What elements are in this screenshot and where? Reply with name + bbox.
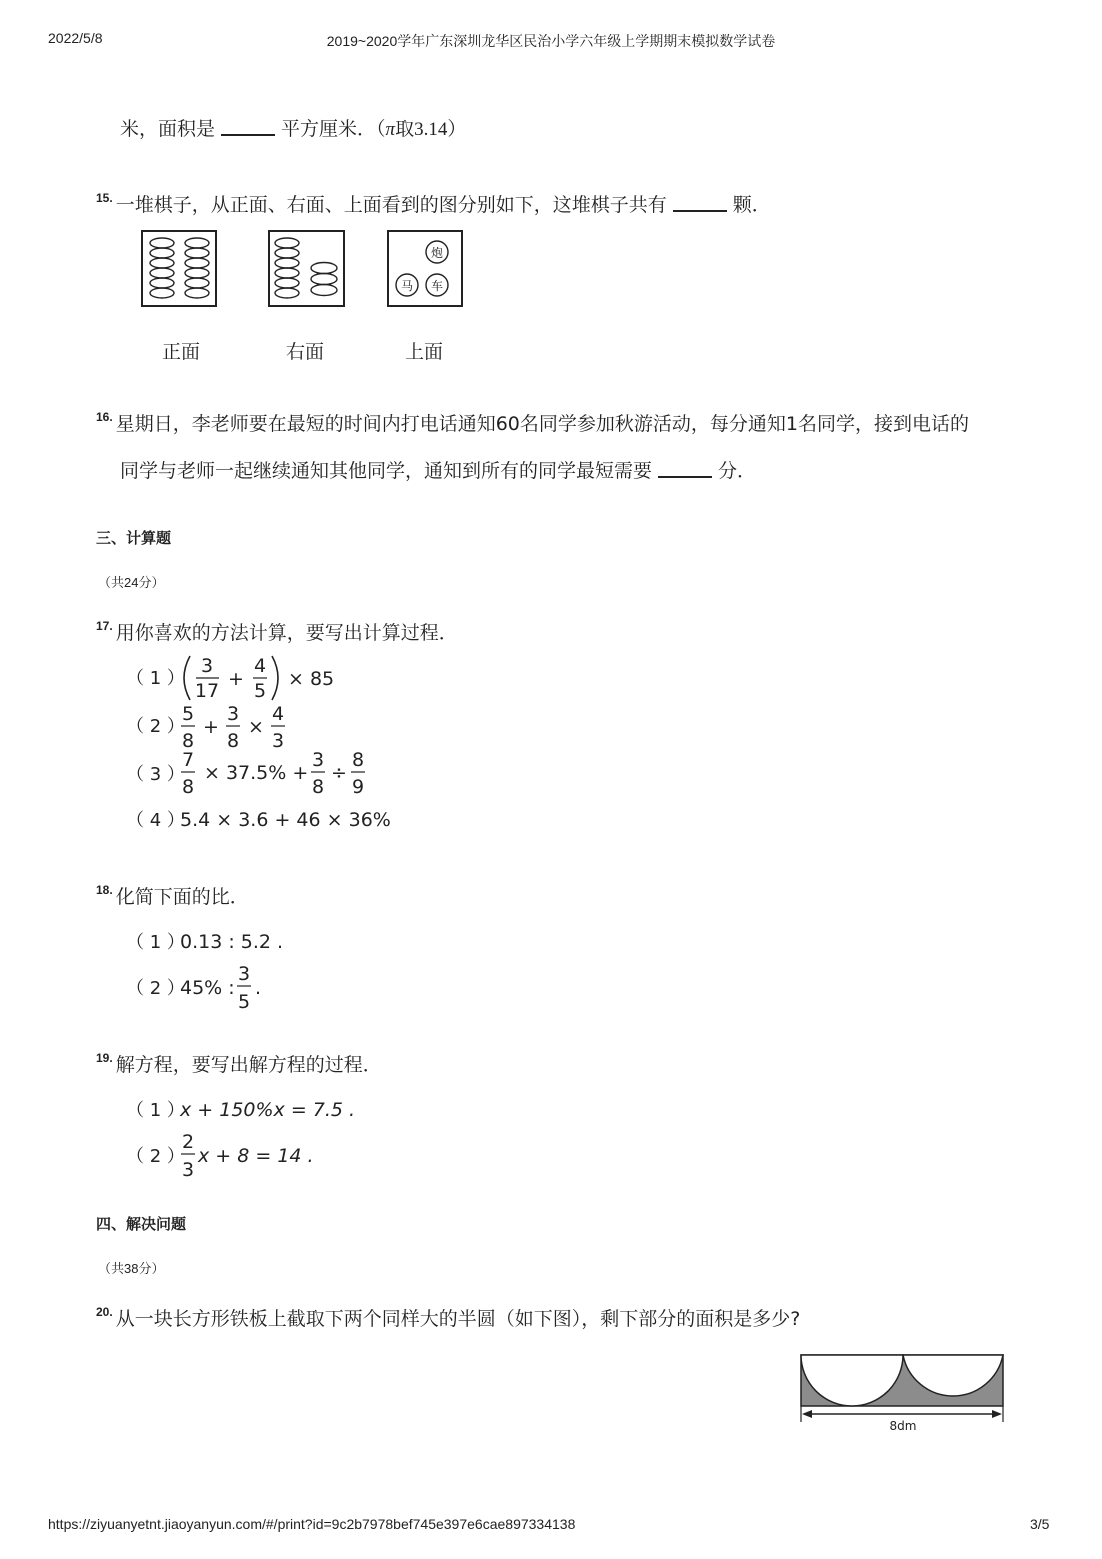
caption-front: 正面	[162, 341, 201, 363]
page-header-title: 2019~2020学年广东深圳龙华区民治小学六年级上学期期末模拟数学试卷	[326, 33, 776, 49]
section-score: （共38分）	[98, 1261, 165, 1276]
q14-text-1: 米，面积是	[120, 118, 216, 140]
right-paren	[272, 656, 278, 700]
section-title: 三、计算题	[96, 530, 172, 547]
denominator: 8	[181, 776, 195, 798]
section-title: 四、解决问题	[96, 1216, 187, 1233]
question-text: 化简下面的比．	[115, 886, 249, 908]
denominator: 3	[181, 1159, 195, 1181]
question-20	[96, 1306, 800, 1334]
question-16-line2	[120, 458, 756, 484]
expr-label: （ 2 ）	[126, 978, 185, 999]
numerator: 3	[226, 703, 240, 725]
arrow-left-icon	[802, 1410, 812, 1418]
question-text: 同学与老师一起继续通知其他同学，通知到所有的同学最短需要	[120, 460, 653, 482]
chess-views-figure	[140, 229, 470, 309]
operator: +	[228, 668, 244, 690]
piece-che: 车	[430, 279, 444, 293]
expr-label: （ 3 ）	[126, 764, 185, 785]
question-number: 15.	[96, 191, 113, 205]
expr-label: （ 1 ）	[126, 932, 185, 953]
q18-expressions	[120, 920, 340, 1020]
question-text: 星期日，李老师要在最短的时间内打电话通知60名同学参加秋游活动，每分通知1名同学，接到电话的	[115, 413, 969, 435]
footer-url[interactable]: https://ziyuanyetnt.jiaoyanyun.com/#/print?id=9c2b7978bef745e397e6cae897334138	[48, 1516, 576, 1532]
print-date: 2022/5/8	[48, 30, 103, 46]
piece-pao: 炮	[430, 246, 444, 260]
question-text: 用你喜欢的方法计算，要写出计算过程．	[115, 622, 458, 644]
piece-ma: 马	[400, 279, 414, 293]
semicircle-figure	[798, 1352, 1008, 1434]
question-number: 18.	[96, 883, 113, 897]
numerator: 7	[181, 749, 195, 771]
expr-4: 5.4 × 3.6 + 46 × 36%	[180, 809, 391, 831]
caption-right: 右面	[286, 341, 325, 363]
denominator: 5	[237, 991, 251, 1013]
equation-2-tail: x + 8 = 14 .	[198, 1145, 314, 1167]
pi-symbol: π	[385, 119, 396, 140]
ratio-2-tail: .	[255, 977, 262, 999]
numerator: 8	[351, 749, 365, 771]
equation-1: x + 150%x = 7.5 .	[180, 1099, 356, 1121]
section-score: （共24分）	[98, 575, 165, 590]
denominator: 8	[311, 776, 325, 798]
operator: ÷	[331, 762, 347, 784]
question-number: 20.	[96, 1305, 113, 1319]
expr-label: （ 1 ）	[126, 668, 185, 689]
numerator: 4	[253, 655, 267, 677]
expr-middle: × 37.5% +	[204, 762, 309, 784]
right-view	[269, 231, 344, 306]
numerator: 3	[200, 655, 214, 677]
denominator: 3	[271, 730, 285, 752]
denominator: 9	[351, 776, 365, 798]
question-17	[96, 620, 458, 648]
question-16	[96, 411, 969, 439]
numerator: 3	[311, 749, 325, 771]
q14-text-3: 取3.14）	[395, 119, 467, 140]
answer-blank[interactable]	[673, 192, 727, 212]
question-text: 一堆棋子，从正面、右面、上面看到的图分别如下，这堆棋子共有	[115, 194, 667, 216]
operator: +	[203, 716, 219, 738]
expr-label: （ 2 ）	[126, 716, 185, 737]
caption-top: 上面	[405, 341, 444, 363]
numerator: 5	[181, 703, 195, 725]
q14-text-2: 平方厘米．（	[281, 118, 386, 140]
denominator: 5	[253, 680, 267, 702]
expr-label: （ 4 ）	[126, 810, 185, 831]
question-15	[96, 192, 771, 220]
ratio-1: 0.13 : 5.2 .	[180, 931, 284, 953]
page-number: 3/5	[1030, 1516, 1050, 1532]
q14-tail	[120, 116, 466, 143]
question-text-end: 分．	[718, 460, 757, 482]
q17-expressions	[120, 650, 420, 835]
operator: ×	[248, 716, 264, 738]
question-text-end: 颗．	[732, 194, 771, 216]
question-number: 19.	[96, 1051, 113, 1065]
dimension-label: 8dm	[889, 1419, 917, 1433]
ratio-2-lead: 45% :	[180, 977, 235, 999]
q19-expressions	[120, 1088, 360, 1188]
expr-tail: × 85	[288, 668, 335, 690]
question-text: 解方程，要写出解方程的过程．	[115, 1054, 382, 1076]
question-number: 16.	[96, 410, 113, 424]
question-text: 从一块长方形铁板上截取下两个同样大的半圆（如下图），剩下部分的面积是多少?	[115, 1308, 801, 1330]
numerator: 3	[237, 963, 251, 985]
question-number: 17.	[96, 619, 113, 633]
front-view	[142, 231, 216, 306]
question-18	[96, 884, 249, 912]
question-19	[96, 1052, 382, 1080]
expr-label: （ 1 ）	[126, 1100, 185, 1121]
arrow-right-icon	[992, 1410, 1002, 1418]
numerator: 4	[271, 703, 285, 725]
denominator: 8	[226, 730, 240, 752]
expr-label: （ 2 ）	[126, 1146, 185, 1167]
answer-blank[interactable]	[221, 116, 275, 136]
answer-blank[interactable]	[658, 458, 712, 478]
top-view	[388, 231, 462, 306]
denominator: 17	[194, 680, 220, 702]
denominator: 8	[181, 730, 195, 752]
numerator: 2	[181, 1131, 195, 1153]
